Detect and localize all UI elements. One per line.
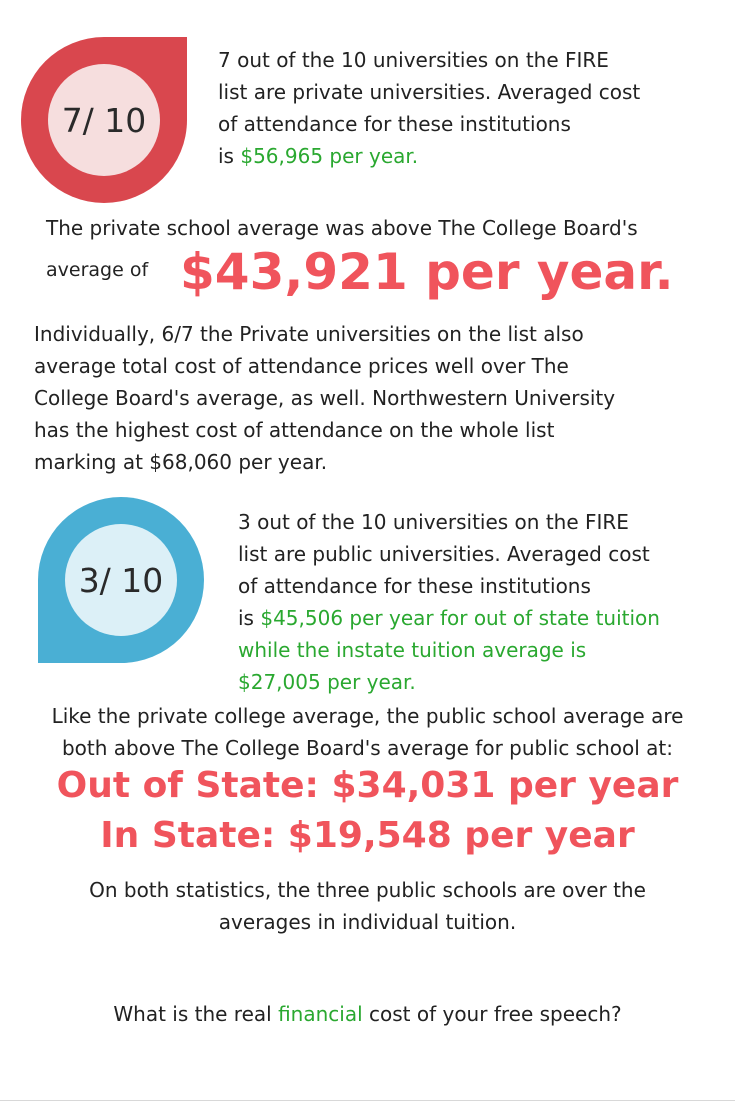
public-summary-line-5: while the instate tuition average is bbox=[238, 638, 587, 662]
public-summary-line-3: of attendance for these institutions bbox=[238, 574, 591, 598]
private-summary-line-1: 7 out of the 10 universities on the FIRE bbox=[218, 48, 609, 72]
public-comparison bbox=[0, 700, 735, 764]
private-summary-line-2: list are private universities. Averaged cost bbox=[218, 80, 641, 104]
individual-line-2: average total cost of attendance prices well over The bbox=[34, 354, 569, 378]
closing-suffix: cost of your free speech? bbox=[362, 1002, 622, 1026]
individual-line-5: marking at $68,060 per year. bbox=[34, 450, 328, 474]
closing-highlight: financial bbox=[278, 1002, 363, 1026]
private-summary bbox=[218, 44, 718, 172]
public-comparison-line-2: both above The College Board's average for public school at: bbox=[61, 736, 673, 760]
closing-prefix: What is the real bbox=[113, 1002, 279, 1026]
private-ratio-text: 7/ 10 bbox=[48, 64, 160, 176]
public-summary bbox=[238, 506, 728, 698]
private-average-cost: $56,965 per year. bbox=[240, 144, 419, 168]
closing-question bbox=[0, 998, 735, 1030]
public-summary-line-4 bbox=[238, 602, 728, 634]
board-average-prefix: average of bbox=[46, 259, 149, 281]
individual-line-3: College Board's average, as well. Northwestern University bbox=[34, 386, 616, 410]
individual-line-4: has the highest cost of attendance on the whole list bbox=[34, 418, 555, 442]
board-comparison-line: The private school average was above The College Board's bbox=[46, 216, 638, 240]
board-average-value: $43,921 per year. bbox=[180, 243, 674, 301]
public-note-line-2: averages in individual tuition. bbox=[218, 910, 517, 934]
public-summary-line-1: 3 out of the 10 universities on the FIRE bbox=[238, 510, 629, 534]
bottom-divider bbox=[0, 1100, 735, 1101]
public-note-line-1: On both statistics, the three public schools are over the bbox=[89, 878, 646, 902]
public-summary-prefix: is bbox=[238, 606, 261, 630]
private-summary-line-3: of attendance for these institutions bbox=[218, 112, 571, 136]
private-ratio-badge bbox=[21, 37, 187, 203]
private-summary-line-4 bbox=[218, 140, 718, 172]
public-in-state-cost: $27,005 per year. bbox=[238, 670, 416, 694]
public-ratio-badge bbox=[38, 497, 204, 663]
public-summary-line-2: list are public universities. Averaged cost bbox=[238, 542, 650, 566]
individual-line-1: Individually, 6/7 the Private universities on the list also bbox=[34, 322, 584, 346]
individual-paragraph bbox=[34, 318, 724, 478]
public-note bbox=[0, 874, 735, 938]
public-ratio-text: 3/ 10 bbox=[65, 524, 177, 636]
public-out-of-state-cost: $45,506 per year for out of state tuition bbox=[260, 606, 660, 630]
board-in-state-average: In State: $19,548 per year bbox=[100, 815, 635, 856]
board-out-of-state-average: Out of State: $34,031 per year bbox=[56, 765, 679, 806]
public-comparison-line-1: Like the private college average, the public school average are bbox=[51, 704, 684, 728]
private-summary-prefix: is bbox=[218, 144, 241, 168]
